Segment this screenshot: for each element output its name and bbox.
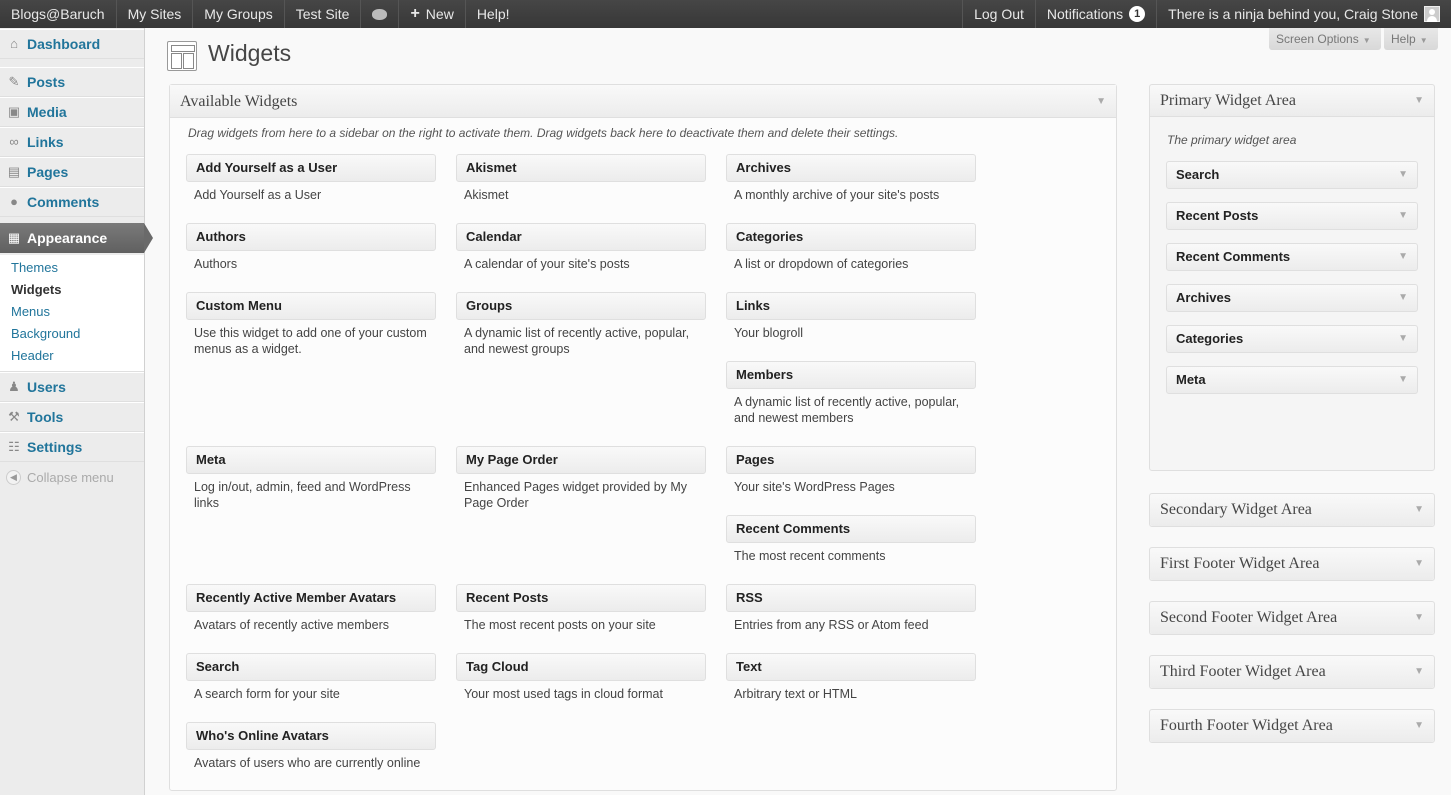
available-widget[interactable] [186,653,436,702]
widget-title[interactable]: Recent Posts [456,584,706,612]
widget-title[interactable]: Categories [726,223,976,251]
sidebar-item-settings[interactable] [0,432,144,462]
toggle-arrow-icon[interactable]: ▼ [1398,251,1408,262]
widget-description: Authors [194,257,238,271]
appearance-icon: ▦ [7,230,21,245]
submenu-item-themes[interactable]: Themes [11,260,58,275]
widget-title[interactable]: Meta [186,446,436,474]
available-widget[interactable] [726,223,976,272]
available-widget[interactable] [726,584,976,633]
my-groups-link[interactable]: My Groups [193,0,284,28]
page-icon: ▤ [7,164,21,179]
available-widget[interactable] [186,292,436,357]
admin-sidebar [0,28,145,795]
widget-title[interactable]: Calendar [456,223,706,251]
my-sites-link[interactable]: My Sites [117,0,194,28]
submenu-item-widgets[interactable]: Widgets [11,282,62,297]
fourth-footer-widget-area[interactable] [1149,709,1435,743]
collapse-menu-button[interactable] [0,462,144,492]
primary-widget-area [1149,84,1435,471]
area-widget-recent-comments[interactable] [1166,243,1418,271]
available-widget[interactable] [726,361,976,426]
users-icon: ♟ [8,379,20,394]
help-button[interactable] [1384,28,1438,50]
available-widget[interactable] [456,292,706,357]
submenu-item-header[interactable]: Header [11,348,54,363]
available-widget[interactable] [456,584,706,633]
available-widget[interactable] [186,722,436,771]
widget-title[interactable]: RSS [726,584,976,612]
widget-area-title: Third Footer Widget Area [1160,663,1326,680]
greeting-text: There is a ninja behind you, Craig Stone [1168,6,1418,22]
widget-description: Your blogroll [734,326,804,340]
widget-title[interactable]: Text [726,653,976,681]
available-widget[interactable] [726,515,976,564]
avatar [1424,6,1440,22]
pin-icon: ✎ [8,74,20,89]
appearance-submenu [0,255,144,372]
area-widget-meta[interactable] [1166,366,1418,394]
toggle-arrow-icon[interactable]: ▼ [1414,558,1424,569]
page-title: Widgets [208,40,292,66]
available-widget[interactable] [186,446,436,511]
available-widgets-box [169,84,1117,791]
submenu-item-menus[interactable]: Menus [11,304,51,319]
available-widget[interactable] [186,584,436,633]
toggle-arrow-icon[interactable]: ▼ [1414,666,1424,677]
widget-title[interactable]: Pages [726,446,976,474]
available-widget[interactable] [456,223,706,272]
sidebar-item-label: Links [27,134,64,150]
widget-description: The most recent comments [734,549,886,563]
comments-link[interactable] [361,0,399,28]
notifications-link[interactable] [1035,0,1156,28]
comment-icon: ● [10,194,18,209]
sidebar-item-pages[interactable] [0,157,144,187]
widget-description: A dynamic list of recently active, popular, and newest members [734,395,960,425]
speech-bubble-icon [372,9,387,20]
my-account-link[interactable] [1156,0,1451,28]
sidebar-item-label: Users [27,379,66,395]
area-widget-categories[interactable] [1166,325,1418,353]
screen-options-button[interactable] [1269,28,1381,50]
widget-area-title: Secondary Widget Area [1160,501,1312,518]
widget-description: The most recent posts on your site [464,618,656,632]
toggle-arrow-icon[interactable]: ▼ [1398,210,1408,221]
widget-title[interactable]: Members [726,361,976,389]
widget-description: A calendar of your site's posts [464,257,630,271]
primary-widget-area-header[interactable] [1150,85,1434,117]
help-link[interactable]: Help! [476,6,510,22]
widget-title[interactable]: Custom Menu [186,292,436,320]
sidebar-item-links[interactable] [0,127,144,157]
notifications-label: Notifications [1046,6,1124,22]
widget-area-title: Fourth Footer Widget Area [1160,717,1333,734]
widget-description: Avatars of users who are currently online [194,756,421,770]
chevron-down-icon: ▼ [1362,36,1371,45]
widget-title[interactable]: Search [186,653,436,681]
first-footer-widget-area[interactable] [1149,547,1435,581]
widgets-page-icon [167,41,197,71]
widget-title[interactable]: Archives [726,154,976,182]
available-widget[interactable] [456,154,706,203]
settings-icon: ☷ [8,439,20,454]
test-site-link[interactable]: Test Site [285,0,362,28]
new-content-link[interactable] [399,0,465,28]
secondary-widget-area[interactable] [1149,493,1435,527]
sidebar-item-label: Posts [27,74,66,90]
widget-title[interactable]: Authors [186,223,436,251]
sidebar-item-media[interactable] [0,97,144,127]
plus-icon: + [410,5,420,22]
toggle-arrow-icon[interactable]: ▼ [1414,95,1424,106]
available-widget[interactable] [186,154,436,203]
dashboard-icon: ⌂ [10,36,18,51]
toggle-arrow-icon[interactable]: ▼ [1398,292,1408,303]
sidebar-item-tools[interactable] [0,402,144,432]
widget-description: Your site's WordPress Pages [734,480,895,494]
sidebar-item-label: Tools [27,409,64,425]
available-widget[interactable] [726,292,976,341]
toggle-arrow-icon[interactable]: ▼ [1398,169,1408,180]
available-widget[interactable] [726,653,976,702]
toggle-arrow-icon[interactable]: ▼ [1414,720,1424,731]
widget-title[interactable]: Akismet [456,154,706,182]
widget-description: Arbitrary text or HTML [734,687,857,701]
widget-title[interactable]: Groups [456,292,706,320]
area-widget-title: Recent Posts [1176,208,1259,223]
toggle-arrow-icon[interactable]: ▼ [1398,374,1408,385]
widget-title[interactable]: Who's Online Avatars [186,722,436,750]
widget-description: Enhanced Pages widget provided by My Page Order [464,480,688,510]
available-widgets-header[interactable] [170,85,1116,118]
available-widget[interactable] [726,154,976,203]
available-widgets-title: Available Widgets [180,93,298,110]
sidebar-item-label: Media [27,104,67,120]
widget-description: A dynamic list of recently active, popular, and newest groups [464,326,690,356]
sidebar-item-posts[interactable] [0,67,144,97]
second-footer-widget-area[interactable] [1149,601,1435,635]
widget-area-title: Second Footer Widget Area [1160,609,1338,626]
area-widget-recent-posts[interactable] [1166,202,1418,230]
new-label: New [425,6,454,22]
widget-description: Avatars of recently active members [194,618,389,632]
sidebar-item-label: Appearance [27,230,108,246]
help-label: Help [1391,32,1416,46]
toggle-arrow-icon[interactable]: ▼ [1398,333,1408,344]
widget-description: A monthly archive of your site's posts [734,188,940,202]
available-widget[interactable] [456,446,706,511]
widget-area-title: First Footer Widget Area [1160,555,1320,572]
widget-description: A search form for your site [194,687,340,701]
widget-description: Use this widget to add one of your custom menus as a widget. [194,326,427,356]
sidebar-item-label: Pages [27,164,69,180]
widget-title[interactable]: Tag Cloud [456,653,706,681]
admin-bar [0,0,1451,28]
widget-description: Your most used tags in cloud format [464,687,663,701]
widget-title[interactable]: My Page Order [456,446,706,474]
area-widget-search[interactable] [1166,161,1418,189]
widget-description: Log in/out, admin, feed and WordPress links [194,480,411,510]
available-widget[interactable] [186,223,436,272]
area-widget-title: Categories [1176,331,1244,346]
sidebar-item-users[interactable] [0,372,144,402]
widget-title[interactable]: Add Yourself as a User [186,154,436,182]
area-widget-archives[interactable] [1166,284,1418,312]
collapse-arrow-icon: ◀ [6,470,21,485]
notifications-count-badge: 1 [1129,6,1145,22]
site-network-link[interactable]: Blogs@Baruch [0,0,117,28]
widget-description: Akismet [464,188,509,202]
widget-description: Add Yourself as a User [194,188,322,202]
toggle-arrow-icon[interactable]: ▼ [1096,96,1106,107]
toggle-arrow-icon[interactable]: ▼ [1414,612,1424,623]
primary-widget-area-description: The primary widget area [1167,133,1297,147]
available-widget[interactable] [726,446,976,495]
sidebar-item-comments[interactable] [0,187,144,217]
screen-options-label: Screen Options [1276,32,1359,46]
widget-title[interactable]: Recent Comments [726,515,976,543]
sidebar-item-label: Settings [27,439,83,455]
available-widgets-description: Drag widgets from here to a sidebar on the right to activate them. Drag widgets back here to deactivate them and delete their settings. [188,126,899,140]
widget-title[interactable]: Links [726,292,976,320]
logout-link[interactable]: Log Out [962,0,1035,28]
sidebar-item-label: Comments [27,194,100,210]
chevron-down-icon: ▼ [1419,36,1428,45]
sidebar-item-appearance[interactable] [0,223,144,253]
submenu-item-background[interactable]: Background [11,326,81,341]
sidebar-item-dashboard[interactable] [0,29,144,59]
area-widget-title: Archives [1176,290,1231,305]
area-widget-title: Meta [1176,372,1206,387]
link-icon: ∞ [9,134,19,149]
tools-icon: ⚒ [8,409,20,424]
area-widget-title: Recent Comments [1176,249,1291,264]
widget-description: Entries from any RSS or Atom feed [734,618,929,632]
sidebar-item-label: Dashboard [27,36,101,52]
available-widget[interactable] [456,653,706,702]
media-icon: ▣ [7,104,21,119]
widget-title[interactable]: Recently Active Member Avatars [186,584,436,612]
collapse-menu-label: Collapse menu [27,469,114,485]
widget-description: A list or dropdown of categories [734,257,909,271]
primary-widget-area-title: Primary Widget Area [1160,92,1296,109]
third-footer-widget-area[interactable] [1149,655,1435,689]
area-widget-title: Search [1176,167,1220,182]
toggle-arrow-icon[interactable]: ▼ [1414,504,1424,515]
